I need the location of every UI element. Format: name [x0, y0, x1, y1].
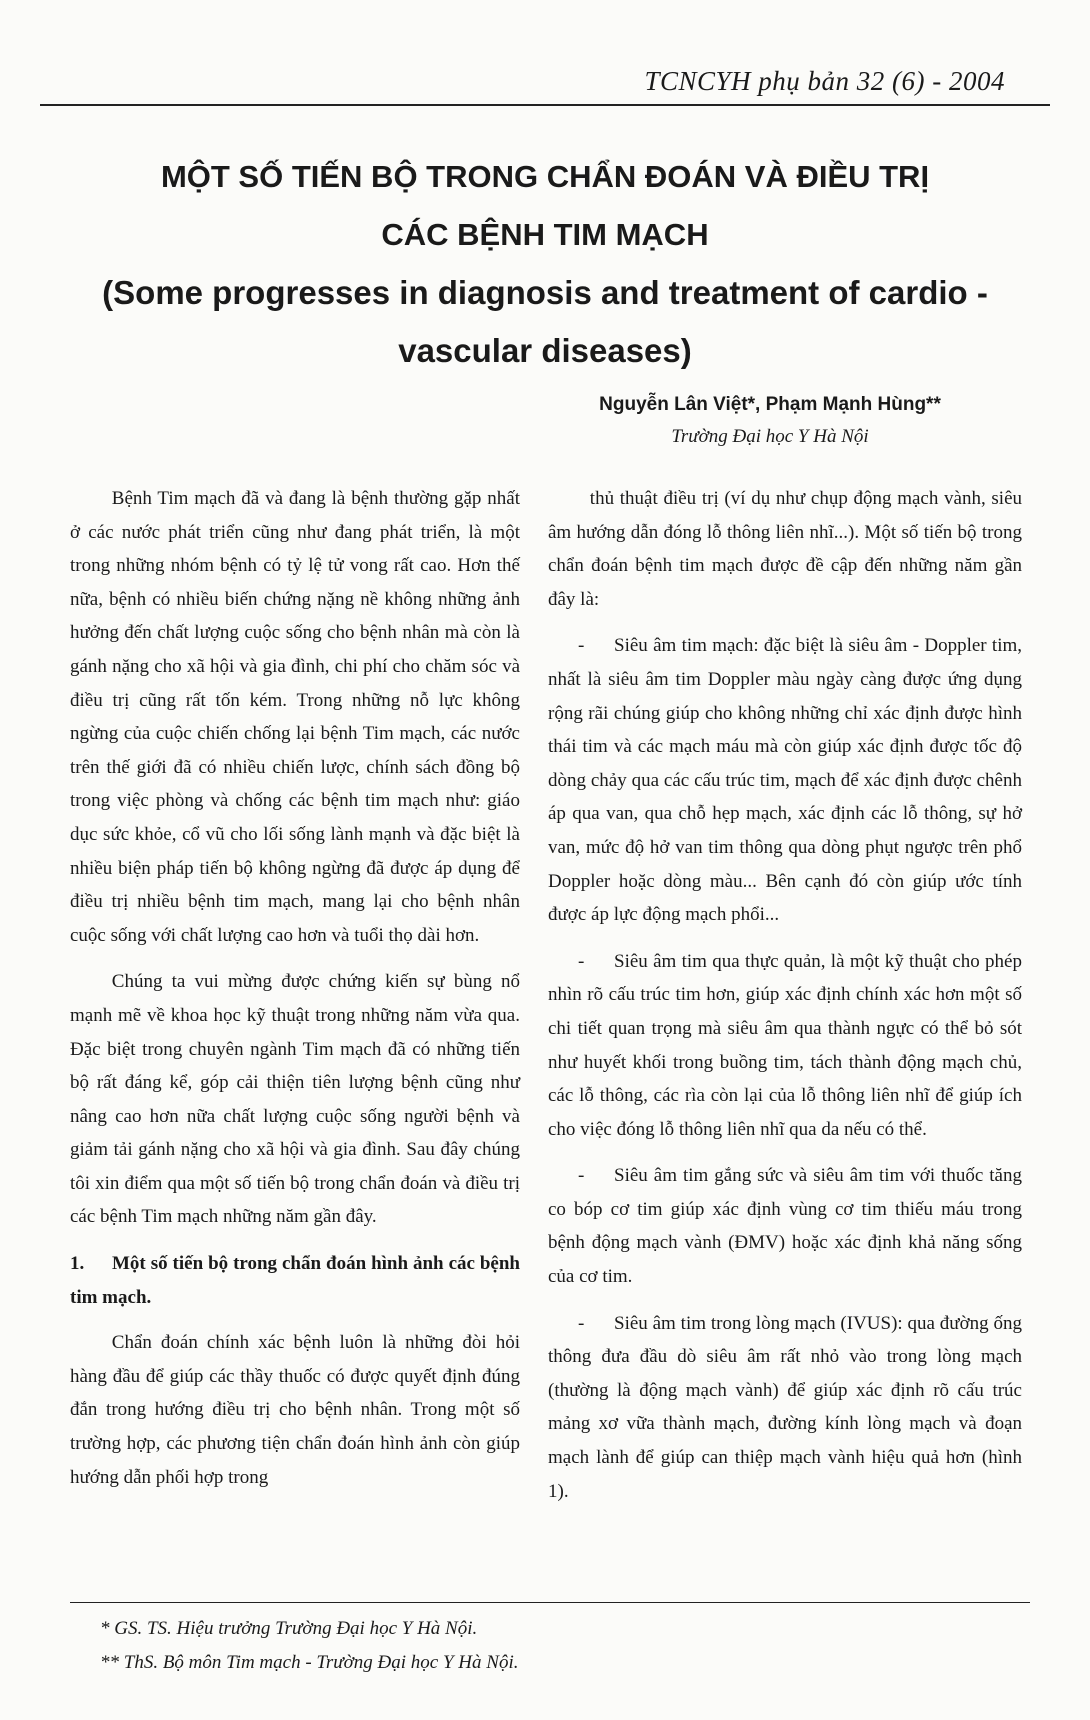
- header-rule: [40, 104, 1050, 106]
- title-en-line-1: (Some progresses in diagnosis and treatment of cardio -: [102, 274, 988, 311]
- list-item-text: Siêu âm tim mạch: đặc biệt là siêu âm - Doppler tim, nhất là siêu âm tim Doppler màu ngày càng được ứng dụng rộng rãi chúng giúp cho không những chỉ xác định được hình thái tim và các mạch máu mà còn giúp xác định được tốc độ dòng chảy qua các cấu trúc tim, mạch để xác định được chênh áp qua van, qua chỗ hẹp mạch, xác định các lỗ thông, sự hở van, mức độ hở van tim thông qua dòng phụt ngược trên phổ Doppler hoặc dòng màu... Bên cạnh đó còn giúp ước tính được áp lực động mạch phổi...: [548, 635, 1022, 926]
- running-header: TCNCYH phụ bản 32 (6) - 2004: [644, 66, 1005, 96]
- list-item: [548, 629, 1022, 931]
- section-number: 1.: [70, 1253, 85, 1275]
- list-item-text: Siêu âm tim qua thực quản, là một kỹ thuật cho phép nhìn rõ cấu trúc tim hơn, giúp xác định chính xác hơn một số chi tiết quan trọng mà siêu âm qua thành ngực có thể bỏ sót như huyết khối trong buồng tim, tách thành động mạch chủ, các lỗ thông, các rìa còn lại của lỗ thông liên nhĩ để giúp ích cho việc đóng lỗ thông liên nhĩ qua da nếu có thể.: [548, 950, 1022, 1140]
- title-vi-line-1: MỘT SỐ TIẾN BỘ TRONG CHẨN ĐOÁN VÀ ĐIỀU TRỊ: [160, 159, 930, 194]
- list-item: [548, 1307, 1022, 1509]
- bullet-dash: -: [578, 1312, 585, 1334]
- title-vi-line-2: CÁC BỆNH TIM MẠCH: [381, 217, 709, 252]
- list-item-text: Siêu âm tim trong lòng mạch (IVUS): qua đường ống thông đưa đầu dò siêu âm rất nhỏ vào trong lòng mạch (thường là động mạch vành) để giúp xác định rõ cấu trúc mảng xơ vữa thành mạch, đường kính lòng mạch và đoạn mạch lành để giúp can thiệp mạch vành hiệu quả hơn (hình 1).: [548, 1312, 1022, 1502]
- footnote-1: * GS. TS. Hiệu trưởng Trường Đại học Y Hà Nội.: [100, 1618, 478, 1639]
- bullet-dash: -: [578, 635, 585, 657]
- list-item: [548, 1159, 1022, 1293]
- section-title: Một số tiến bộ trong chẩn đoán hình ảnh các bệnh tim mạch.: [70, 1253, 520, 1308]
- paragraph: Chúng ta vui mừng được chứng kiến sự bùng nổ mạnh mẽ về khoa học kỹ thuật trong những năm vừa qua. Đặc biệt trong chuyên ngành Tim mạch đã có những tiến bộ rất đáng kể, góp cải thiện tiên lượng bệnh cũng như nâng cao hơn nữa chất lượng cuộc sống người bệnh và giảm tải gánh nặng cho xã hội và gia đình. Sau đây chúng tôi xin điểm qua một số tiến bộ trong chẩn đoán và điều trị các bệnh Tim mạch những năm gần đây.: [70, 971, 520, 1228]
- title-en-line-2: vascular diseases): [398, 332, 692, 369]
- article-title: [60, 148, 1030, 380]
- section-heading: [70, 1247, 520, 1314]
- footnotes: [100, 1612, 1000, 1680]
- footnote-rule: [70, 1602, 1030, 1603]
- paragraph: Chẩn đoán chính xác bệnh luôn là những đòi hỏi hàng đầu để giúp các thầy thuốc có được quyết định đúng đắn trong hướng điều trị cho bệnh nhân. Trong một số trường hợp, các phương tiện chẩn đoán hình ảnh còn giúp hướng dẫn phối hợp trong: [70, 1332, 520, 1488]
- right-column: [548, 482, 1022, 1521]
- author-names: Nguyễn Lân Việt*, Phạm Mạnh Hùng**: [599, 394, 941, 415]
- author-block: [500, 390, 1040, 454]
- left-column: [70, 482, 520, 1507]
- list-item: [548, 945, 1022, 1147]
- bullet-dash: -: [578, 1165, 585, 1187]
- author-affiliation: Trường Đại học Y Hà Nội: [671, 426, 869, 447]
- paragraph: thủ thuật điều trị (ví dụ như chụp động mạch vành, siêu âm hướng dẫn đóng lỗ thông liên nhĩ...). Một số tiến bộ trong chẩn đoán bệnh tim mạch được đề cập đến những năm gần đây là:: [548, 488, 1022, 610]
- bullet-dash: -: [578, 950, 585, 972]
- list-item-text: Siêu âm tim gắng sức và siêu âm tim với thuốc tăng co bóp cơ tim giúp xác định vùng cơ tim thiếu máu trong bệnh động mạch vành (ĐMV) hoặc xác định khả năng sống của cơ tim.: [548, 1165, 1022, 1288]
- footnote-2: ** ThS. Bộ môn Tim mạch - Trường Đại học Y Hà Nội.: [100, 1652, 519, 1673]
- paragraph: Bệnh Tim mạch đã và đang là bệnh thường gặp nhất ở các nước phát triển cũng như đang phát triển, là một trong những nhóm bệnh có tỷ lệ tử vong rất cao. Hơn thế nữa, bệnh có nhiều biến chứng nặng nề không những ảnh hưởng đến chất lượng cuộc sống cho bệnh nhân mà còn là gánh nặng cho xã hội và gia đình, chi phí cho chăm sóc và điều trị cũng rất tốn kém. Trong những nỗ lực không ngừng của cuộc chiến chống lại bệnh Tim mạch, các nước trên thế giới đã có nhiều chiến lược, chính sách đồng bộ trong việc phòng và chống các bệnh tim mạch như: giáo dục sức khỏe, cổ vũ cho lối sống lành mạnh và đặc biệt là nhiều biện pháp tiến bộ không ngừng đã được áp dụng để điều trị nhiều bệnh tim mạch, mang lại cho bệnh nhân cuộc sống với chất lượng cao hơn và tuổi thọ dài hơn.: [70, 488, 520, 946]
